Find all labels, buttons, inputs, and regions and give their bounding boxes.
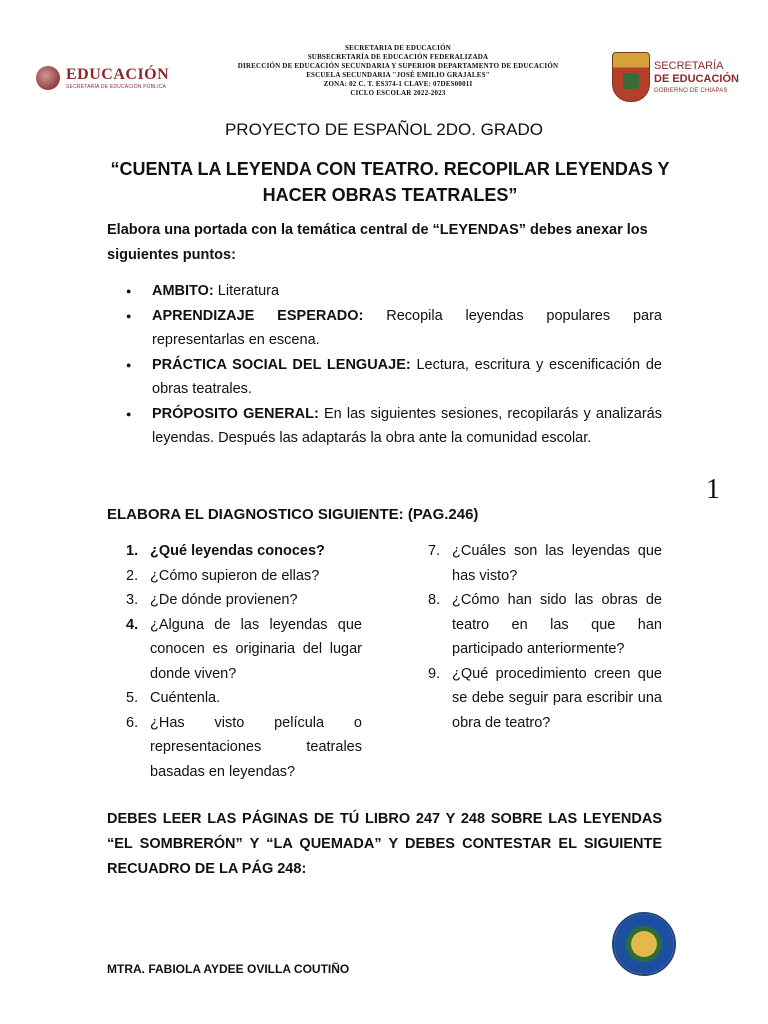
question-number: 4. <box>126 616 139 633</box>
list-item <box>428 588 662 662</box>
page-title: PROYECTO DE ESPAÑOL 2DO. GRADO <box>224 120 544 139</box>
sep-logo-subtext: SECRETARÍA DE EDUCACIÓN PÚBLICA <box>66 84 167 90</box>
header-line-2: SUBSECRETARÍA DE EDUCACIÓN FEDERALIZADA <box>307 53 489 61</box>
teacher-name: MTRA. FABIOLA AYDEE OVILLA COUTIÑO <box>107 962 350 976</box>
list-item <box>126 279 662 304</box>
list-item <box>126 539 362 564</box>
question-text: ¿Cómo han sido las obras de teatro en las que han participado anteriormente? <box>452 592 662 657</box>
list-item <box>126 686 362 711</box>
question-text: Cuéntenla. <box>150 690 221 706</box>
bullet-label: APRENDIZAJE ESPERADO: <box>152 307 364 324</box>
sep-logo-text: EDUCACIÓN <box>66 66 170 83</box>
list-item <box>126 353 662 402</box>
list-item <box>126 711 362 785</box>
question-text: ¿Alguna de las leyendas que conocen es originaria del lugar donde viven? <box>150 616 362 682</box>
questions-left-column <box>126 539 362 784</box>
header-line-4: ESCUELA SECUNDARIA "JOSÉ EMILIO GRAJALES" <box>306 71 490 79</box>
chiapas-shield-icon <box>612 52 650 102</box>
project-subtitle: “CUENTA LA LEYENDA CON TEATRO. RECOPILAR LEYENDAS Y HACER OBRAS TEATRALES” <box>110 159 670 205</box>
bullet-label: PRÁCTICA SOCIAL DEL LENGUAJE: <box>152 356 411 373</box>
bullet-text: Literatura <box>213 283 280 299</box>
question-number: 2. <box>126 567 139 584</box>
bullet-text: Lectura, escritura y escenificación de obras teatrales. <box>152 356 662 397</box>
list-item <box>428 662 662 736</box>
bullet-label: AMBITO: <box>152 283 214 299</box>
sep-logo <box>36 62 176 98</box>
school-seal-icon <box>612 912 676 976</box>
question-text: ¿Cuáles son las leyendas que has visto? <box>452 543 662 584</box>
bullet-label: PRÓPOSITO GENERAL: <box>152 405 319 422</box>
question-text: ¿Cómo supieron de ellas? <box>150 567 320 584</box>
question-number: 8. <box>428 592 441 608</box>
points-list <box>126 279 662 451</box>
institution-header <box>180 44 616 98</box>
sep-emblem-icon <box>36 66 60 90</box>
question-number: 7. <box>428 543 441 559</box>
question-number: 3. <box>126 592 139 608</box>
list-item <box>126 304 662 353</box>
question-text: ¿De dónde provienen? <box>150 592 298 608</box>
chiapas-logo-line3: GOBIERNO DE CHIAPAS <box>654 88 728 94</box>
chiapas-logo-line2: DE EDUCACIÓN <box>654 73 739 85</box>
question-text: ¿Qué leyendas conoces? <box>150 543 325 559</box>
question-text: ¿Has visto película o representaciones teatrales basadas en leyendas? <box>150 714 362 780</box>
list-item <box>428 539 662 588</box>
header-line-5: ZONA: 02 C. T. ES374-1 CLAVE: 07DES0001I <box>323 80 473 88</box>
list-item <box>126 588 362 613</box>
header-line-1: SECRETARIA DE EDUCACIÓN <box>345 44 451 52</box>
intro-instruction: Elabora una portada con la temática central de “LEYENDAS” debes anexar los siguientes puntos: <box>107 222 648 263</box>
question-number: 5. <box>126 690 139 706</box>
question-number: 1. <box>126 543 139 559</box>
question-number: 6. <box>126 714 139 731</box>
list-item <box>126 564 362 589</box>
page-number: 1 <box>706 474 720 505</box>
chiapas-education-logo <box>612 52 742 106</box>
questions-right-column <box>428 539 662 735</box>
reading-instruction: DEBES LEER LAS PÁGINAS DE TÚ LIBRO 247 Y 248 SOBRE LAS LEYENDAS “EL SOMBRERÓN” Y “LA QUEMADA” Y DEBES CONTESTAR EL SIGUIENTE RECUADRO DE LA PÁG 248: <box>107 811 662 877</box>
diagnostic-heading: ELABORA EL DIAGNOSTICO SIGUIENTE: (PAG.246) <box>107 506 479 523</box>
chiapas-logo-line1: SECRETARÍA <box>654 60 724 72</box>
question-text: ¿Qué procedimiento creen que se debe seguir para escribir una obra de teatro? <box>452 665 662 731</box>
bullet-text: Recopila leyendas populares para representarlas en escena. <box>152 307 662 348</box>
list-item <box>126 402 662 451</box>
bullet-text: En las siguientes sesiones, recopilarás y analizarás leyendas. Después las adaptarás la obra ante la comunidad escolar. <box>152 405 662 446</box>
question-number: 9. <box>428 665 441 682</box>
list-item <box>126 613 362 687</box>
header-line-3: DIRECCIÓN DE EDUCACIÓN SECUNDARIA Y SUPERIOR DEPARTAMENTO DE EDUCACIÓN <box>237 62 559 70</box>
header-line-6: CICLO ESCOLAR 2022-2023 <box>350 89 446 97</box>
